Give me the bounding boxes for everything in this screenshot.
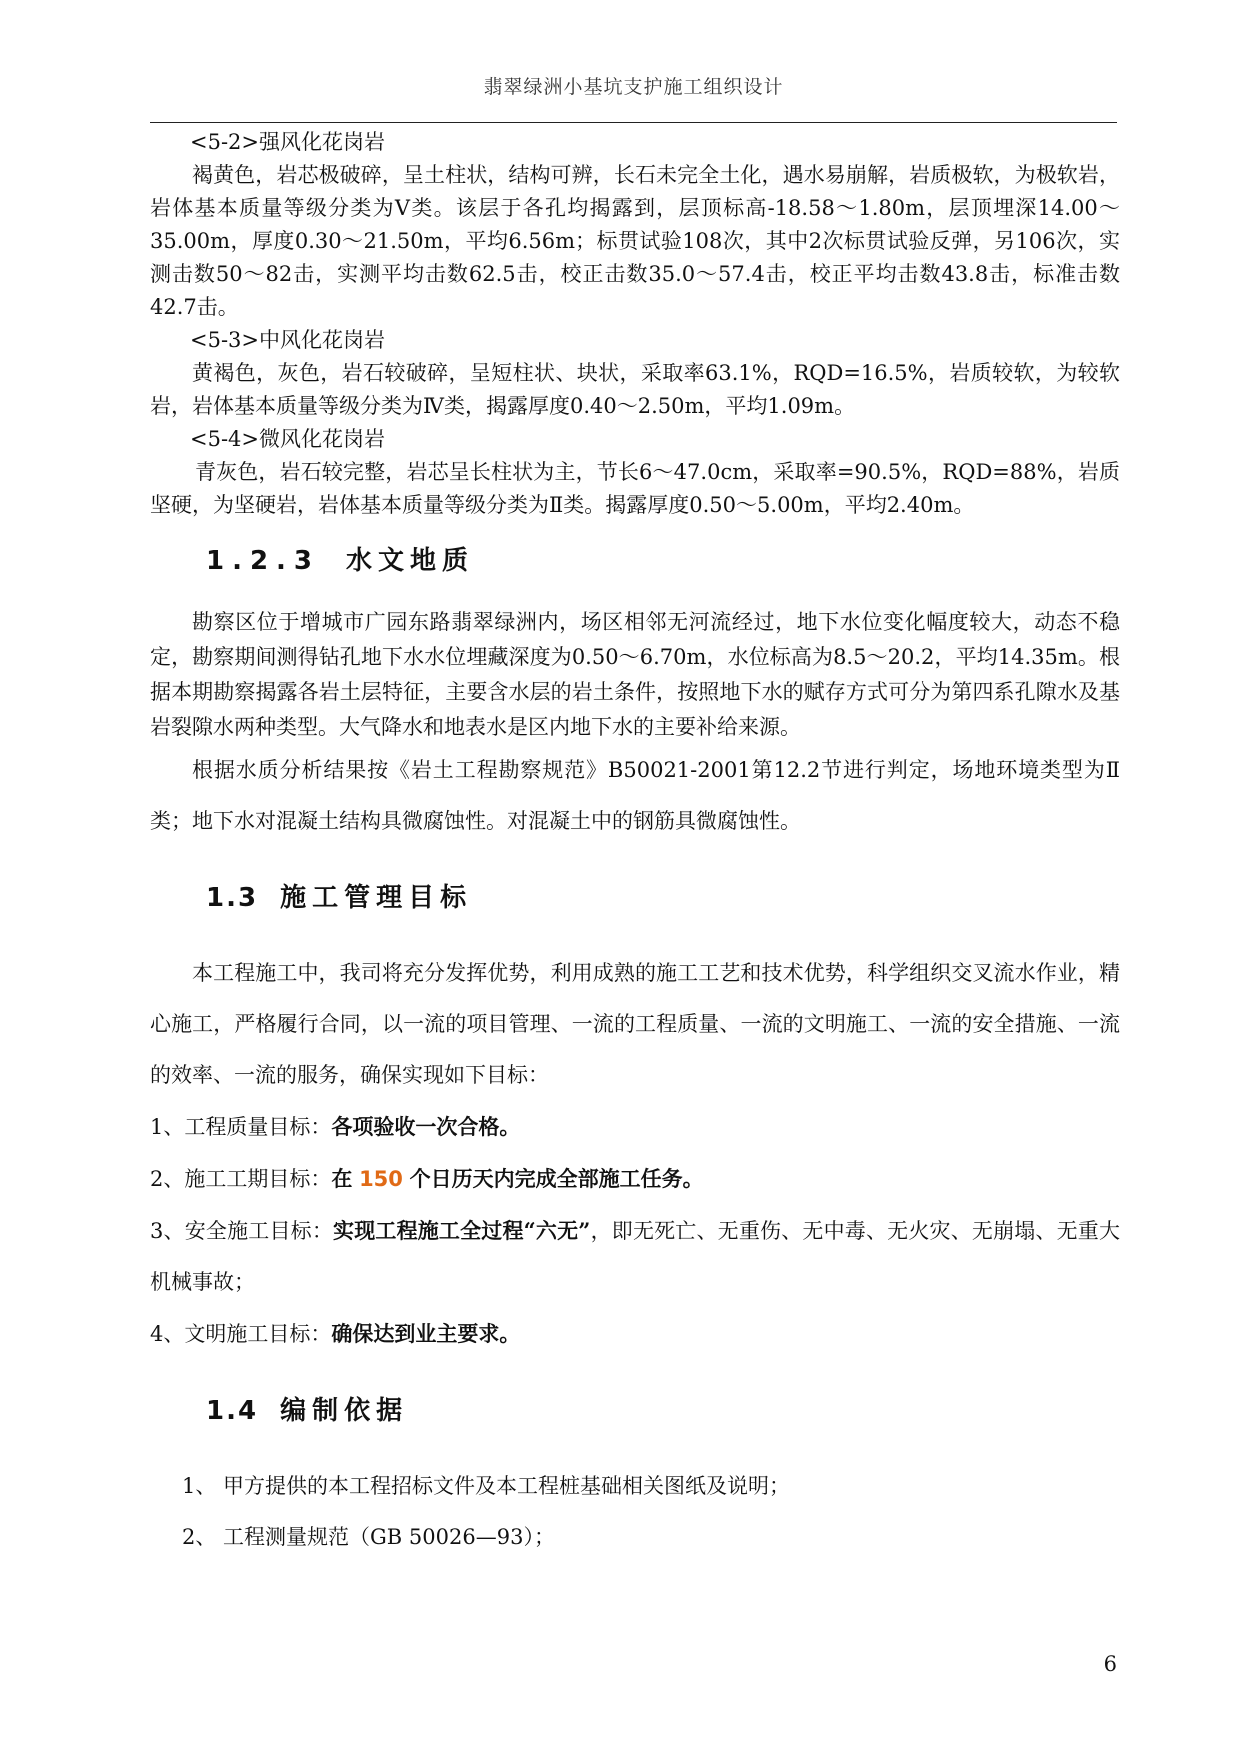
goal-label: 3、安全施工目标： [150,1219,334,1243]
section-title: 施工管理目标 [280,883,473,913]
section-number: 1.4 [206,1396,259,1426]
goal-days-highlight: 150 [359,1167,403,1191]
management-intro: 本工程施工中，我司将充分发挥优势，利用成熟的施工工艺和技术优势，科学组织交叉流水作业，精心施工，严格履行合同，以一流的项目管理、一流的工程质量、一流的文明施工、一流的安全措施、一流的效率、一流的服务，确保实现如下目标： [150,961,1120,1087]
section-heading-management-goals [150,877,1120,914]
hydro-paragraph-1: 勘察区位于增城市广园东路翡翠绿洲内，场区相邻无河流经过，地下水位变化幅度较大，动态不稳定，勘察期间测得钻孔地下水水位埋藏深度为0.50～6.70m，水位标高为8.5～20.2，平均14.35m。根据本期勘察揭露各岩土层特征，主要含水层的岩土条件，按照地下水的赋存方式可分为第四系孔隙水及基岩裂隙水两种类型。大气降水和地表水是区内地下水的主要补给来源。 [150,610,1120,739]
stratum-label-5-4: <5-4>微风化花岗岩 [190,427,386,451]
basis-item: 1、 甲方提供的本工程招标文件及本工程桩基础相关图纸及说明； [182,1474,791,1498]
goal-schedule [150,1153,1120,1205]
stratum-label-5-3: <5-3>中风化花岗岩 [190,328,386,352]
stratum-desc-5-3: 黄褐色，灰色，岩石较破碎，呈短柱状、块状，采取率63.1%，RQD=16.5%，岩质较软，为较软岩，岩体基本质量等级分类为Ⅳ类，揭露厚度0.40～2.50m，平均1.09m。 [150,361,1120,418]
stratum-desc-5-2: 褐黄色，岩芯极破碎，呈土柱状，结构可辨，长石未完全土化，遇水易崩解，岩质极软，为极软岩，岩体基本质量等级分类为Ⅴ类。该层于各孔均揭露到，层顶标高-18.58～1.80m，层顶埋深14.00～35.00m，厚度0.30～21.50m，平均6.56m；标贯试验108次，其中2次标贯试验反弹，另106次，实测击数50～82击，实测平均击数62.5击，校正击数35.0～57.4击，校正平均击数43.8击，标准击数42.7击。 [150,163,1120,319]
stratum-desc-5-4: 青灰色，岩石较完整，岩芯呈长柱状为主，节长6～47.0cm，采取率=90.5%，RQD=88%，岩质坚硬，为坚硬岩，岩体基本质量等级分类为Ⅱ类。揭露厚度0.50～5.00m，平均2.40m。 [150,460,1120,517]
goal-civilized [150,1308,1120,1360]
section-number: 1.3 [206,883,259,913]
goal-quality [150,1101,1120,1153]
goal-value: 确保达到业主要求。 [331,1321,521,1346]
section-number: 1.2.3 [206,546,321,576]
header-divider [150,122,1117,123]
section-heading-basis [150,1390,1120,1427]
goal-label: 4、文明施工目标： [150,1322,332,1346]
section-heading-hydrogeology [150,540,1120,577]
goal-value: 实现工程施工全过程“六无” [333,1218,591,1243]
page-number: 6 [1103,1652,1117,1676]
section-title: 编制依据 [280,1396,409,1426]
stratum-label-5-2: <5-2>强风化花岗岩 [190,130,386,154]
goal-detail: ，即无死亡、无重伤、无中毒、无火灾、无崩塌、无重大机械事故； [150,1219,1120,1294]
basis-item: 2、 工程测量规范（GB 50026—93）； [182,1525,555,1549]
section-title: 水文地质 [346,546,475,576]
goal-label: 1、工程质量目标： [150,1115,332,1139]
goal-safety [150,1205,1120,1308]
goal-label: 2、施工工期目标： [150,1167,332,1191]
goal-value-prefix: 在 [331,1166,353,1191]
page-content [150,126,1120,1563]
goal-value-suffix: 个日历天内完成全部施工任务。 [409,1166,704,1191]
hydro-paragraph-2: 根据水质分析结果按《岩土工程勘察规范》B50021-2001第12.2节进行判定，场地环境类型为Ⅱ类；地下水对混凝土结构具微腐蚀性。对混凝土中的钢筋具微腐蚀性。 [150,758,1120,833]
page-header-title: 翡翠绿洲小基坑支护施工组织设计 [483,76,784,98]
goal-value: 各项验收一次合格。 [331,1114,521,1139]
